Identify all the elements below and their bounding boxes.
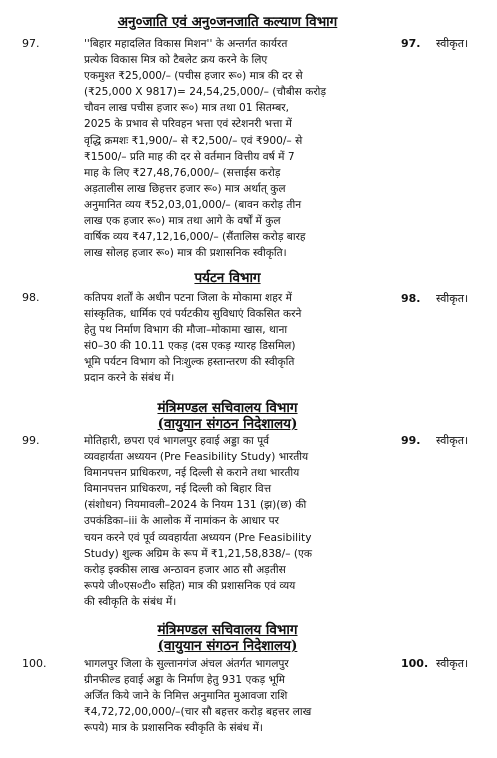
description-line: की स्वीकृति के संबंध में। [84,595,177,608]
department-heading: मंत्रिमण्डल सचिवालय विभाग [157,400,298,416]
description-line: सं0–30 की 10.11 एकड़ (दस एकड़ ग्यारह डिसमिल) [84,340,296,353]
decision-status: स्वीकृत। [436,292,469,305]
description-line: अनुमानित व्यय ₹52,03,01,000/– (बावन करोड़ तीन [84,198,302,211]
description-line: मोतिहारी, छपरा एवं भागलपुर हवाई अड्डा का पूर्व [84,435,270,447]
description-line: विमानपत्तन प्राधिकरण, नई दिल्ली से कराने तथा भारतीय [84,467,300,480]
description-line: वार्षिक व्यय ₹47,12,16,000/– (सैंतालिस करोड़ बारह [84,231,306,244]
description-line: रूपये जी०एस०टी० सहित) मात्र की प्रशासनिक एवं व्यय [84,579,296,592]
description-line: (संशोधन) नियमावली–2024 के नियम 131 (झ)(छ) की [84,499,307,512]
agenda-item-number: 99. [22,434,40,447]
description-line: भूमि पर्यटन विभाग को निःशुल्क हस्तान्तरण की स्वीकृति [84,356,295,369]
description-line: व्यवहार्यता अध्ययन (Pre Feasibility Study) भारतीय [84,451,309,464]
description-line: उपकंडिका–iii के आलोक में नामांकन के आधार पर [84,515,279,528]
description-line: लाख एक हजार रू०) मात्र तथा आगे के वर्षों में कुल [84,215,281,228]
directorate-subheading: (वायुयान संगठन निदेशालय) [157,416,298,432]
description-line: Study) शुल्क अग्रिम के रूप में ₹1,21,58,838/– (एक [84,547,313,560]
agenda-item-description [84,290,391,387]
description-line: ''बिहार महादलित विकास मिशन'' के अन्तर्गत कार्यरत [84,38,288,50]
description-line: प्रत्येक विकास मित्र को टैबलेट क्रय करने के लिए [84,54,268,67]
description-line: ग्रीनफील्ड हवाई अड्डा के निर्माण हेतु 931 एकड़ भूमि [84,674,286,687]
decision-number: 98. [401,292,421,305]
decision-number: 100. [401,657,429,670]
description-line: एकमुश्त ₹25,000/– (पचीस हजार रू०) मात्र की दर से [84,70,303,83]
description-line: चयन करने एवं पूर्व व्यवहार्यता अध्ययन (Pre Feasibility [84,531,312,544]
decision-status: स्वीकृत। [436,434,469,447]
description-line: अर्जित किये जाने के निमित्त अनुमानित मुआवजा राशि [84,690,288,703]
description-line: अड़तालीस लाख छिहत्तर हजार रू०) मात्र अर्थात् कुल [84,182,286,195]
description-line: वृद्धि क्रमशः ₹1,900/– से ₹2,500/– एवं ₹900/– से [84,134,303,147]
agenda-item-description [84,433,391,610]
description-line: चौवन लाख पचीस हजार रू०) मात्र तथा 01 सितम्बर, [84,102,289,115]
description-line: माह के लिए ₹27,48,76,000/– (सत्ताईस करोड़ [84,166,281,179]
decision-number: 99. [401,434,421,447]
department-heading: मंत्रिमण्डल सचिवालय विभाग [157,622,298,638]
description-line: ₹4,72,72,00,000/–(चार सौ बहत्तर करोड़ बहत्तर लाख [84,706,312,719]
description-line: सांस्कृतिक, धार्मिक एवं पर्यटकीय सुविधाएं विकसित करने [84,308,302,321]
agenda-item-number: 97. [22,37,40,50]
agenda-item-description [84,656,391,736]
description-line: 2025 के प्रभाव से परिवहन भत्ता एवं स्टेशनरी भत्ता में [84,118,292,131]
description-line: ₹1500/– प्रति माह की दर से वर्तमान वित्तीय वर्ष में 7 [84,150,295,163]
department-heading: पर्यटन विभाग [194,270,261,286]
description-line: भागलपुर जिला के सुल्तानगंज अंचल अंतर्गत भागलपुर [84,658,289,670]
agenda-item-description [84,36,391,261]
description-line: प्रदान करने के संबंध में। [84,372,175,385]
description-line: रूपये) मात्र के प्रशासनिक स्वीकृति के संबंध में। [84,722,263,735]
description-line: कतिपय शर्तों के अधीन पटना जिला के मोकामा शहर में [84,292,292,304]
description-line: हेतु पथ निर्माण विभाग की मौजा–मोकामा खास, थाना [84,324,288,337]
description-line: लाख सोलह हजार रू०) मात्र की प्रशासनिक स्वीकृति। [84,247,287,260]
agenda-item-number: 98. [22,291,40,304]
decision-status: स्वीकृत। [436,657,469,670]
description-line: विमानपत्तन प्राधिकरण, नई दिल्ली को बिहार वित्त [84,483,272,496]
decision-number: 97. [401,37,421,50]
description-line: (₹25,000 X 9817)= 24,54,25,000/– (चौबीस करोड़ [84,86,327,99]
department-heading: अनु०जाति एवं अनु०जनजाति कल्याण विभाग [117,14,338,30]
directorate-subheading: (वायुयान संगठन निदेशालय) [157,638,298,654]
decision-status: स्वीकृत। [436,37,469,50]
description-line: करोड़ इक्कीस लाख अन्ठावन हजार आठ सौ अड़तीस [84,563,286,576]
agenda-item-number: 100. [22,657,47,670]
